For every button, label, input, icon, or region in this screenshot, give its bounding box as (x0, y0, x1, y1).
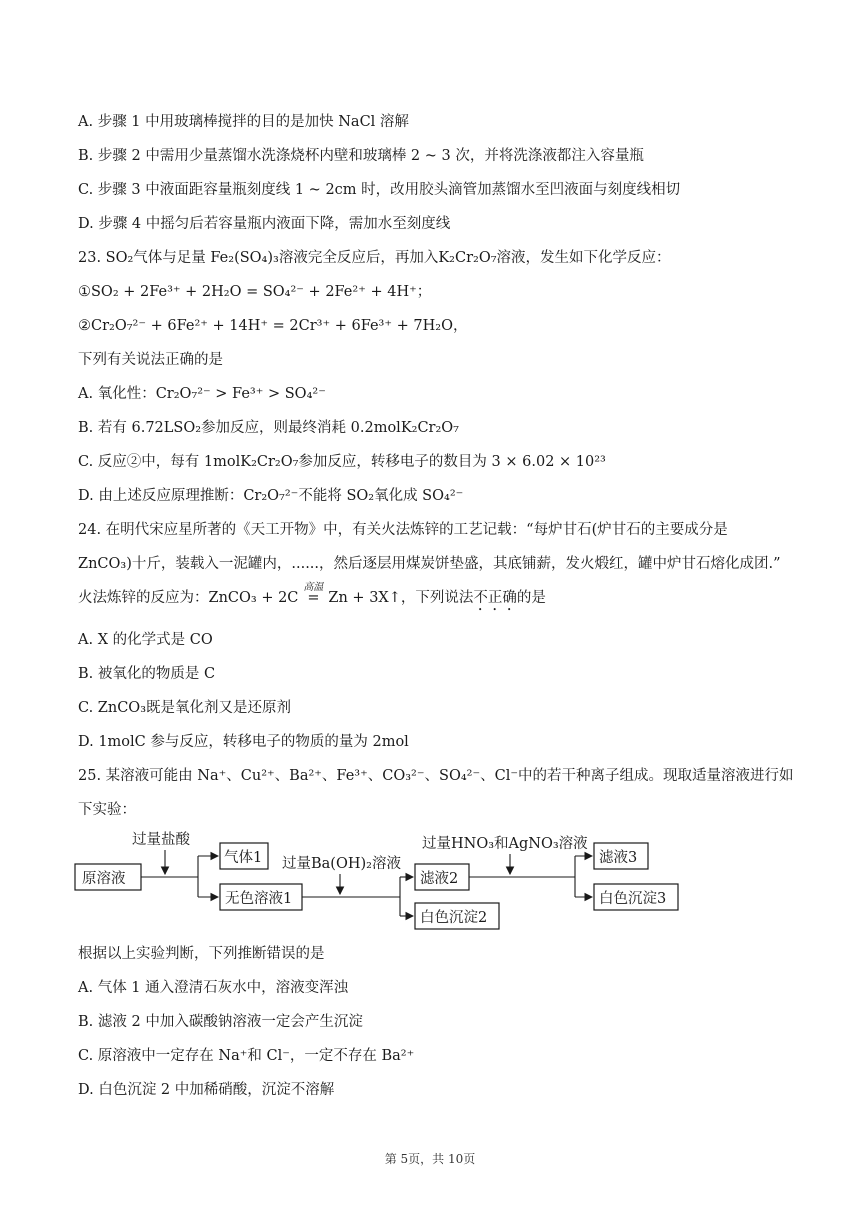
question-23-option-b: B. 若有 6.72LSO₂参加反应，则最终消耗 0.2molK₂Cr₂O₇ (78, 420, 459, 436)
option-line: B. 步骤 2 中需用少量蒸馏水洗涤烧杯内壁和玻璃棒 2 ~ 3 次，并将洗涤液都注入容量瓶 (78, 148, 644, 164)
box-white-precipitate-3-label: 白色沉淀3 (599, 891, 667, 907)
question-25-prompt: 根据以上实验判断，下列推断错误的是 (78, 946, 325, 962)
page-footer: 第 5页，共 10页 (384, 1152, 476, 1166)
box-filtrate-3-label: 滤液3 (599, 850, 638, 866)
question-23-stem: 23. SO₂气体与足量 Fe₂(SO₄)₃溶液完全反应后，再加入K₂Cr₂O₇溶液，发生如下化学反应： (78, 250, 671, 266)
reaction-right: Zn + 3X↑，下列说法 (328, 590, 474, 606)
question-23-option-d: D. 由上述反应原理推断：Cr₂O₇²⁻不能将 SO₂氧化成 SO₄²⁻ (78, 488, 464, 504)
option-line: C. 步骤 3 中液面距容量瓶刻度线 1 ~ 2cm 时，改用胶头滴管加蒸馏水至凹液面与刻度线相切 (78, 182, 681, 198)
experiment-flowchart (70, 828, 690, 938)
question-23-option-c: C. 反应②中，每有 1molK₂Cr₂O₇参加反应，转移电子的数目为 3 × 6.02 × 10²³ (78, 454, 606, 470)
emphasis-text: 不正确 (473, 590, 517, 606)
reaction-left: 火法炼锌的反应为：ZnCO₃ + 2C (78, 590, 299, 606)
reaction-condition: 高温 (303, 582, 324, 593)
question-23-prompt: 下列有关说法正确的是 (78, 352, 223, 368)
box-colorless-solution-1-label: 无色溶液1 (225, 891, 293, 907)
box-white-precipitate-2-label: 白色沉淀2 (420, 910, 488, 926)
question-25-stem-cont: 下实验： (78, 802, 136, 818)
question-24-reaction (78, 582, 546, 614)
question-24-option-c: C. ZnCO₃既是氧化剂又是还原剂 (78, 700, 292, 716)
option-line: D. 步骤 4 中摇匀后若容量瓶内液面下降，需加水至刻度线 (78, 216, 451, 232)
question-24-option-a: A. X 的化学式是 CO (78, 632, 213, 648)
reagent-baoh2-label: 过量Ba(OH)₂溶液 (282, 856, 401, 872)
box-filtrate-2-label: 滤液2 (420, 871, 459, 887)
question-25-option-b: B. 滤液 2 中加入碳酸钠溶液一定会产生沉淀 (78, 1014, 363, 1030)
reaction-2: ②Cr₂O₇²⁻ + 6Fe²⁺ + 14H⁺ = 2Cr³⁺ + 6Fe³⁺ + 7H₂O， (78, 318, 468, 334)
reagent-hcl-label: 过量盐酸 (132, 832, 190, 848)
question-23-option-a: A. 氧化性：Cr₂O₇²⁻ > Fe³⁺ > SO₄²⁻ (78, 386, 326, 402)
reaction-end: 的是 (516, 590, 546, 606)
question-25-option-d: D. 白色沉淀 2 中加稀硝酸，沉淀不溶解 (78, 1082, 335, 1098)
question-24-stem-cont: ZnCO₃)十斤，装载入一泥罐内，......，然后逐层用煤炭饼垫盛，其底铺薪，发火煅红，罐中炉甘石熔化成团.” (78, 556, 781, 572)
reaction-arrow: 高温 = (298, 588, 328, 608)
question-24-stem: 24. 在明代宋应星所著的《天工开物》中，有关火法炼锌的工艺记载：“每炉甘石(炉甘石的主要成分是 (78, 522, 728, 538)
box-gas-1-label: 气体1 (224, 850, 263, 866)
question-24-option-b: B. 被氧化的物质是 C (78, 666, 216, 682)
question-25-stem: 25. 某溶液可能由 Na⁺、Cu²⁺、Ba²⁺、Fe³⁺、CO₃²⁻、SO₄²⁻、Cl⁻中的若干种离子组成。现取适量溶液进行如 (78, 768, 794, 784)
reagent-hno3-agno3-label: 过量HNO₃和AgNO₃溶液 (422, 836, 588, 852)
question-24-option-d: D. 1molC 参与反应，转移电子的物质的量为 2mol (78, 734, 409, 750)
option-line: A. 步骤 1 中用玻璃棒搅拌的目的是加快 NaCl 溶解 (78, 114, 409, 130)
question-25-option-a: A. 气体 1 通入澄清石灰水中，溶液变浑浊 (78, 980, 349, 996)
box-original-solution-label: 原溶液 (82, 871, 126, 887)
question-25-option-c: C. 原溶液中一定存在 Na⁺和 Cl⁻，一定不存在 Ba²⁺ (78, 1048, 415, 1064)
reaction-1: ①SO₂ + 2Fe³⁺ + 2H₂O = SO₄²⁻ + 2Fe²⁺ + 4H⁺； (78, 284, 432, 300)
